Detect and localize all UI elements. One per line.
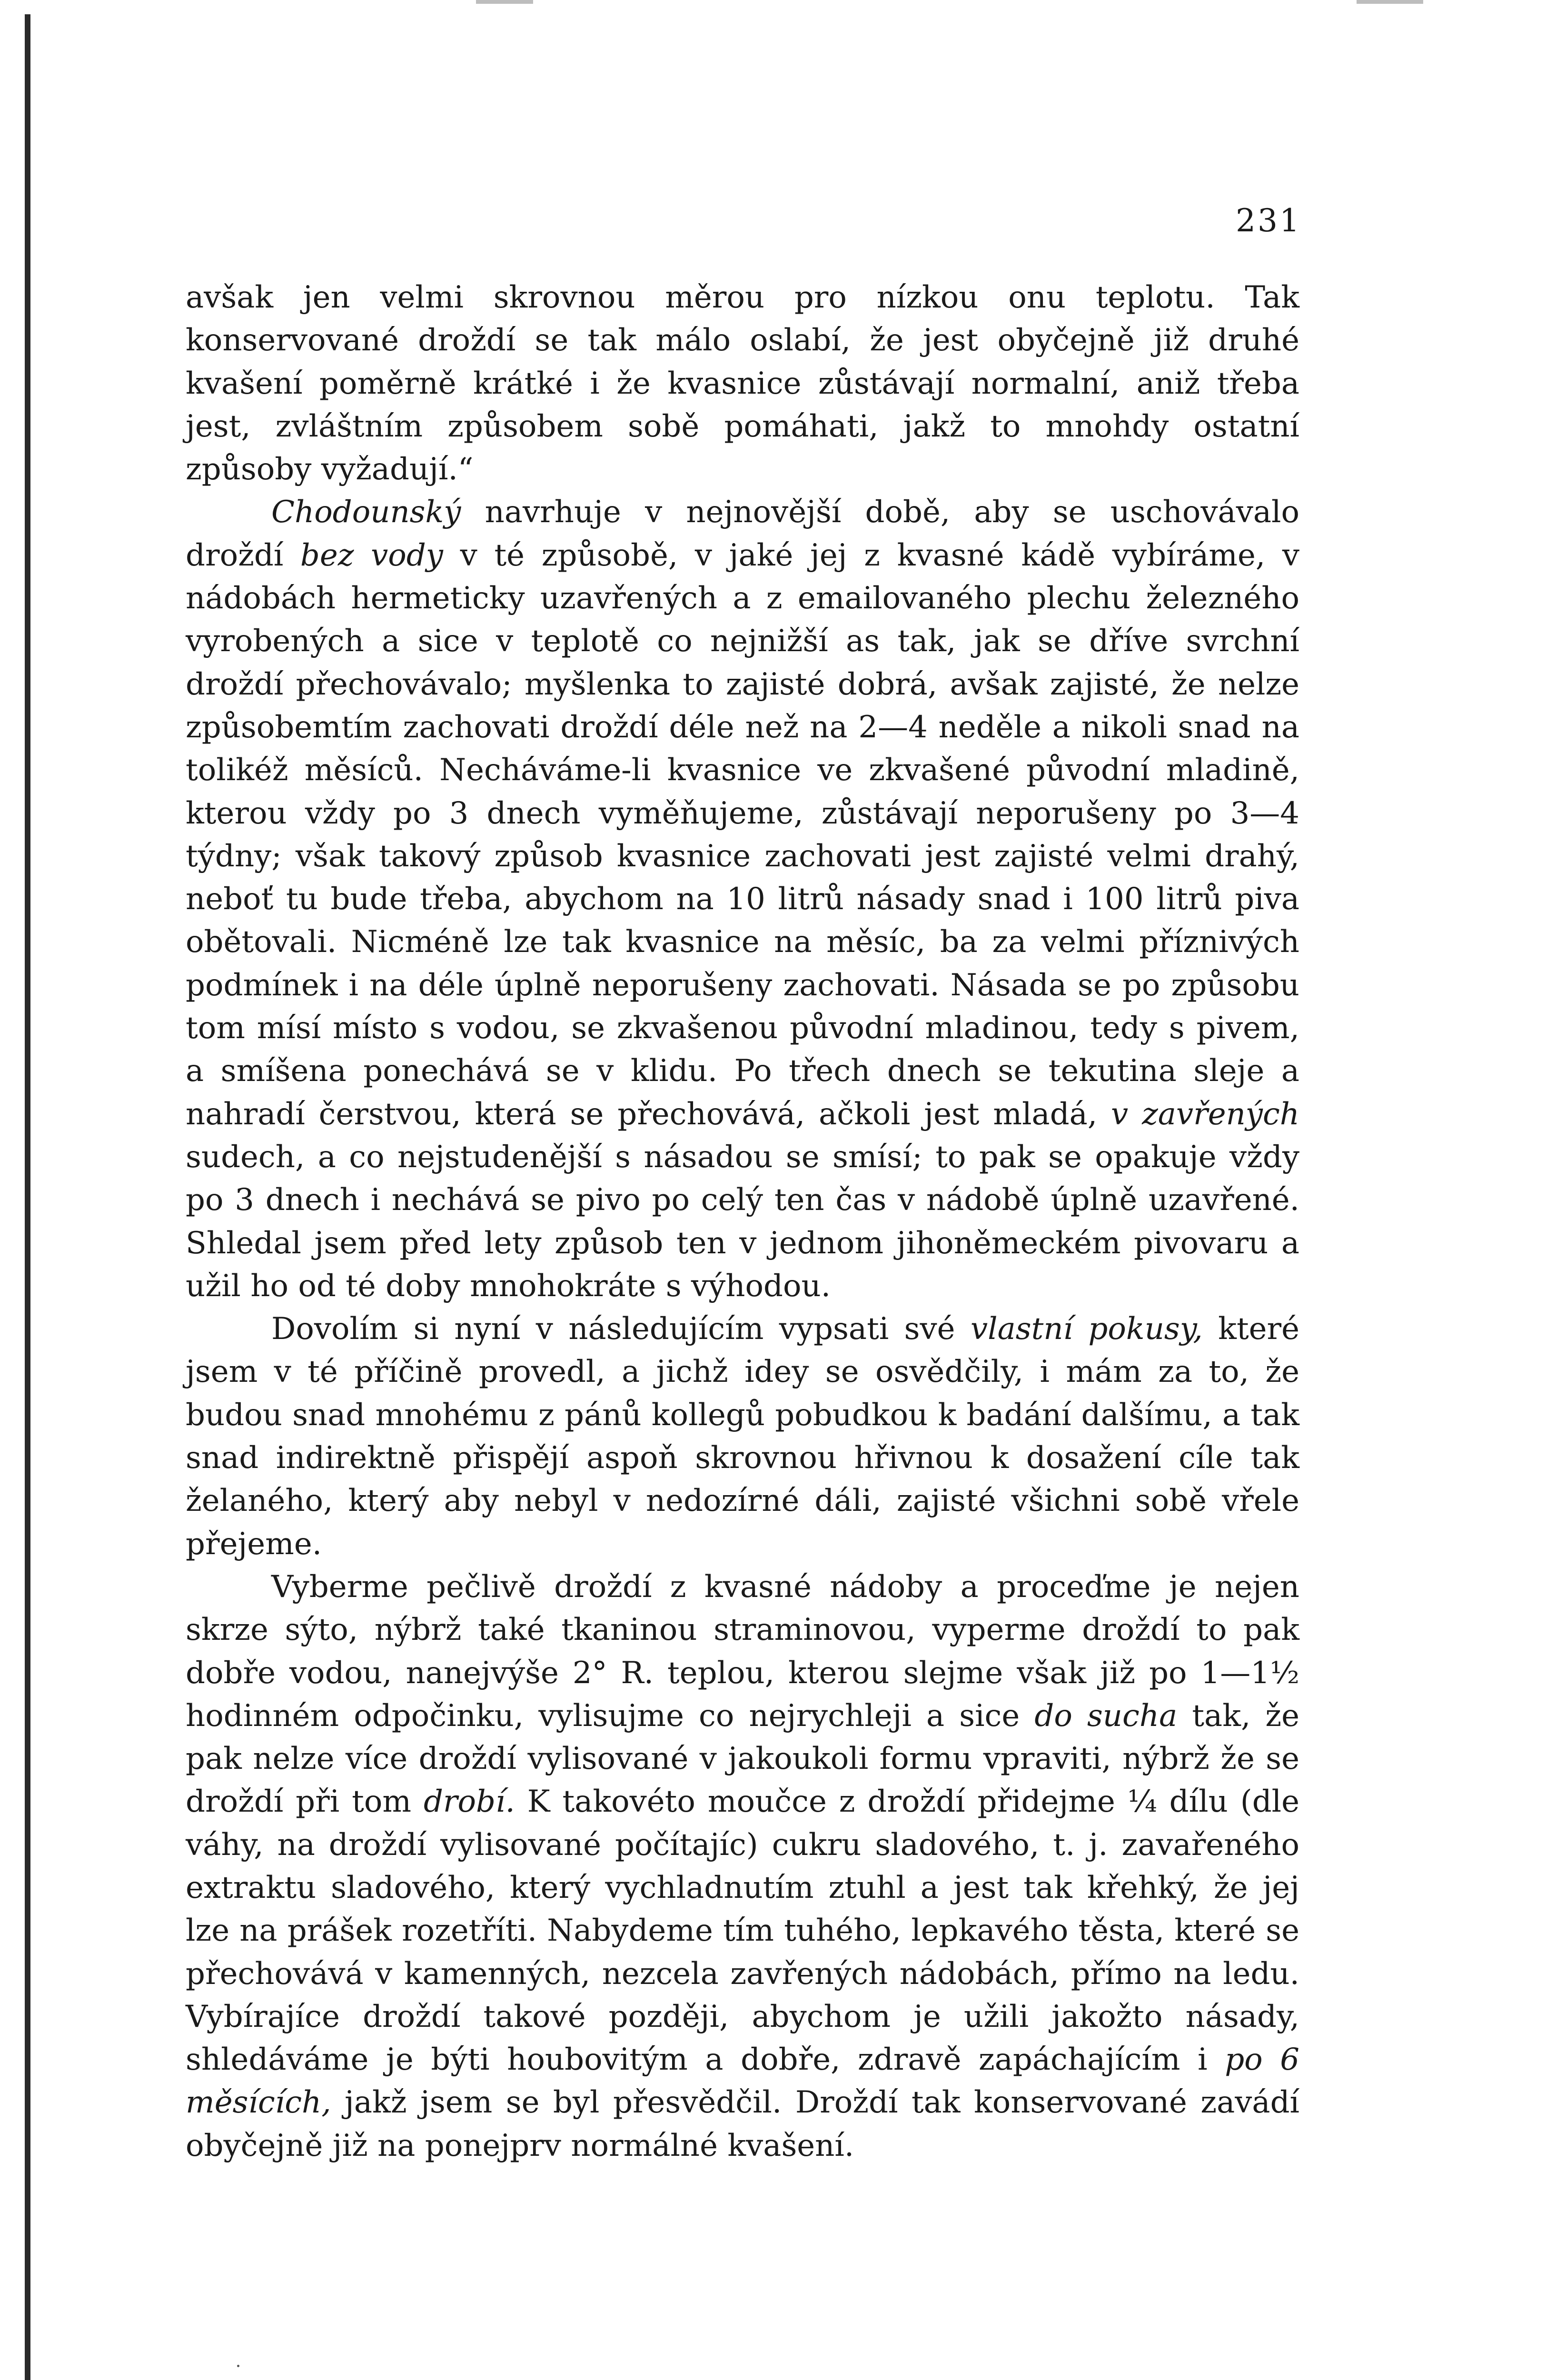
italic-run: Chodounský [271,495,461,530]
text-run: tak, že pak nelze více droždí vylisované v jakoukoli formu vpraviti, nýbrž že se droždí při tom [186,1698,1300,1820]
body-text [186,276,1299,2167]
text-run: v té způsobě, v jaké jej z kvasné kádě vybíráme, v nádobách hermeticky uzavřených a z emailovaného plechu železného vyrobených a sice v teplotě co nejnižší as tak, jak se dříve svrchní droždí přechovávalo; myšlenka to zajisté dobrá, avšak zajisté, že nelze způsobemtím zachovati droždí déle než na 2—4 neděle a nikoli snad na tolikéž měsíců. Necháváme-li kvasnice ve zkvašené původní mladině, kterou vždy po 3 dnech vyměňujeme, zůstávají neporušeny po 3—4 týdny; však takový způsob kvasnice zachovati jest zajisté velmi drahý, neboť tu bude třeba, abychom na 10 litrů násady snad i 100 litrů piva obětovali. Nicméně lze tak kvasnice na měsíc, ba za velmi příznivých podmínek i na déle úplně neporušeny zachovati. Násada se po způsobu tom mísí místo s vodou, se zkvašenou původní mladinou, tedy s pivem, a smíšena ponechává se v klidu. Po třech dnech se tekutina sleje a nahradí čerstvou, která se přechovává, ačkoli jest mladá, [186,537,1300,1132]
paragraph-4 [186,1566,1299,2167]
text-run: K takovéto moučce z droždí přidejme ¼ dílu (dle váhy, na droždí vylisované počítajíc) cukru sladového, t. j. zavařeného extraktu sladového, který vychladnutím ztuhl a jest tak křehký, že jej lze na prášek rozetříti. Nabydeme tím tuhého, lepkavého těsta, které se přechovává v kamenných, nezcela zavřených nádobách, přímo na ledu. Vybírajíce droždí takové později, abychom je užili jakožto násady, shledáváme je býti houbovitým a dobře, zdravě zapáchajícím i [186,1784,1299,2078]
scan-mark-top-right [1357,0,1423,4]
italic-run: drobí. [423,1784,515,1820]
paper-speck [237,2365,239,2367]
page-number: 231 [1236,202,1301,239]
paragraph-1 [186,276,1299,491]
paragraph-3 [186,1308,1299,1566]
text-run: Vyberme pečlivě droždí z kvasné nádoby a proceďme je nejen skrze sýto, nýbrž také tkaninou straminovou, vyperme droždí to pak dobře vodou, nanejvýše 2° R. teplou, kterou slejme však již po 1—1½ hodinném odpočinku, vylisujme co nejrychleji a sice [186,1569,1299,1734]
italic-run: v zavřených [1111,1096,1300,1132]
text-run: navrhuje v nejnovější době, aby se uschovávalo droždí [186,495,1299,573]
text-run: Dovolím si nyní v následujícím vypsati své [271,1311,971,1347]
text-run: avšak jen velmi skrovnou měrou pro nízkou onu teplotu. Tak konservované droždí se tak málo oslabí, že jest obyčejně již druhé kvašení poměrně krátké i že kvasnice zůstávají normalní, aniž třeba jest, zvláštním způsobem sobě pomáhati, jakž to mnohdy ostatní způsoby vyžadují.“ [186,280,1299,487]
scan-mark-top-left [476,0,533,4]
italic-run: bez vody [300,537,443,573]
italic-run: po 6 měsících, [186,2042,1299,2121]
text-run: které jsem v té příčině provedl, a jichž idey se osvědčily, i mám za to, že budou snad mnohému z pánů kollegů pobudkou k badání dalšímu, a tak snad indirektně přispějí aspoň skrovnou hřivnou k dosažení cíle tak želaného, který aby nebyl v nedozírné dáli, zajisté všichni sobě vřele přejeme. [186,1311,1300,1562]
italic-run: do sucha [1034,1698,1178,1734]
italic-run: vlastní pokusy, [970,1311,1203,1347]
scan-binding-edge [25,14,30,2380]
text-run: sudech, a co nejstudenější s násadou se smísí; to pak se opakuje vždy po 3 dnech i nechává se pivo po celý ten čas v nádobě úplně uzavřené. Shledal jsem před lety způsob ten v jednom jihoněmeckém pivovaru a užil ho od té doby mnohokráte s výhodou. [186,1139,1299,1304]
paragraph-2 [186,491,1299,1308]
text-run: jakž jsem se byl přesvědčil. Droždí tak konservované zavádí obyčejně již na ponejprv normálné kvašení. [186,2085,1299,2163]
